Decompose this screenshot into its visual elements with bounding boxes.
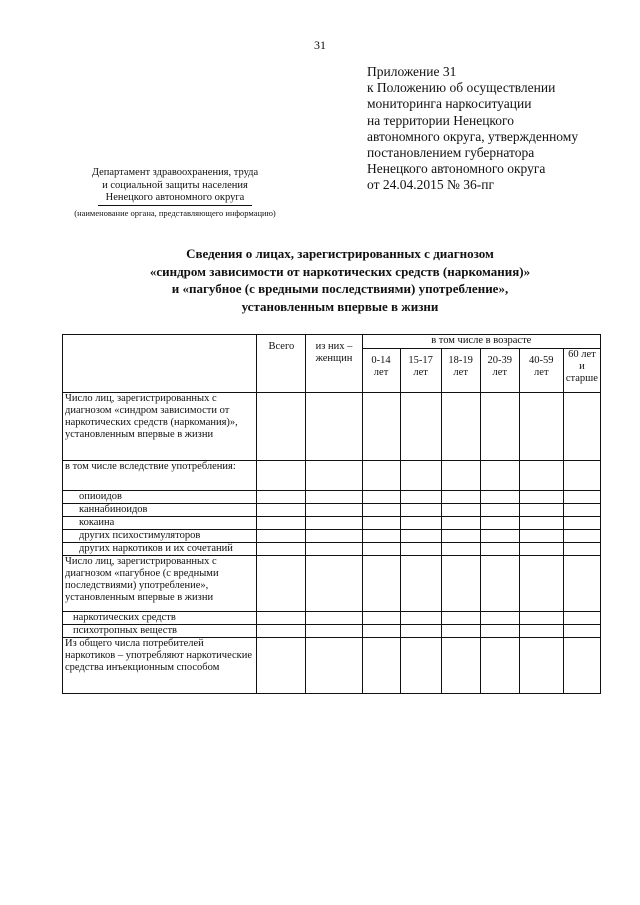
table-row [63,530,601,543]
organization-caption: (наименование органа, представляющего информацию) [74,207,276,218]
header-total: Всего [257,335,306,393]
row-label: Число лиц, зарегистрированных с диагнозом «пагубное (с вредными последствиями) употребление», установленным впервые в жизни [63,556,257,612]
header-women: из них – женщин [306,335,362,393]
row-label: кокаина [63,517,257,530]
appendix-line: Приложение 31 [367,64,457,79]
header-age: 20-39 лет [480,349,519,393]
title-line: «синдром зависимости от наркотических средств (наркомания)» [149,263,531,279]
appendix-line: мониторинга наркоситуации [367,96,532,112]
title-line: и «пагубное (с вредными последствиями) употребление», [171,281,509,296]
appendix-line: постановлением губернатора [367,145,535,161]
table-row [63,556,601,612]
table-row [63,517,601,530]
row-label: психотропных веществ [63,625,257,638]
header-age: 60 лет и старше [563,349,600,393]
row-label: наркотических средств [63,612,257,625]
row-label: в том числе вследствие употребления: [63,461,257,491]
organization-line: Департамент здравоохранения, труда [91,167,259,178]
organization-line: и социальной защиты населения [102,179,248,191]
row-label: Из общего числа потребителей наркотиков – употребляют наркотические средства инъекционным способом [63,638,257,694]
organization-block [60,167,290,219]
header-age: 40-59 лет [519,349,563,393]
header-age: 15-17 лет [400,349,441,393]
header-empty-cell [63,335,257,393]
appendix-line: от 24.04.2015 № 36-пг [367,177,494,193]
document-title [0,245,640,315]
table-row [63,543,601,556]
title-line: установленным впервые в жизни [241,298,439,314]
row-label: других наркотиков и их сочетаний [63,543,257,556]
table-row [63,612,601,625]
header-age: 0-14 лет [362,349,400,393]
row-label: каннабиноидов [63,504,257,517]
title-line: Сведения о лицах, зарегистрированных с диагнозом [186,246,494,261]
table-row [63,504,601,517]
appendix-line: к Положению об осуществлении [367,80,556,96]
appendix-line: автономного округа, утвержденному [367,128,579,144]
row-label: Число лиц, зарегистрированных с диагнозом «синдром зависимости от наркотических средств (наркомания)», установленным впервые в жизни [63,393,257,461]
table-row [63,393,601,461]
appendix-line: Ненецкого автономного округа [367,161,546,177]
page-number: 31 [314,38,326,52]
table-row [63,461,601,491]
table-row [63,638,601,694]
appendix-block [367,64,627,194]
table-row [63,625,601,638]
table-row [63,491,601,504]
row-label: других психостимуляторов [63,530,257,543]
appendix-line: на территории Ненецкого [367,112,515,128]
header-age: 18-19 лет [441,349,480,393]
header-age-group: в том числе в возрасте [362,335,600,349]
organization-line: Ненецкого автономного округа [98,192,253,206]
report-table [62,334,601,694]
row-label: опиоидов [63,491,257,504]
